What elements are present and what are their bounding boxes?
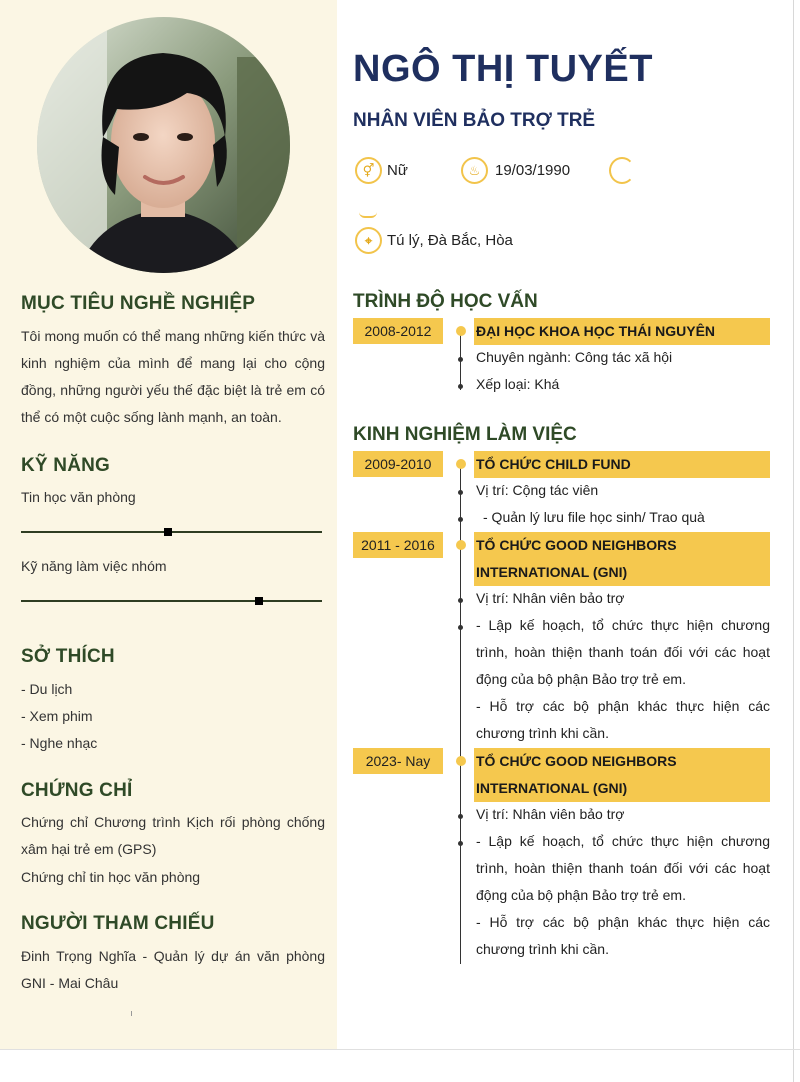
page-border-bottom — [0, 1049, 800, 1050]
phone-icon — [609, 157, 635, 184]
timeline-dot — [456, 459, 466, 469]
education-major: Chuyên ngành: Công tác xã hội — [476, 349, 673, 365]
job-organization: TỔ CHỨC GOOD NEIGHBORS INTERNATIONAL (GNI) — [474, 748, 770, 802]
hobby-item: - Xem phim — [21, 708, 93, 724]
map-pin-icon: ⌖ — [364, 232, 373, 248]
bullet-dot — [458, 384, 463, 389]
objective-heading: MỤC TIÊU NGHỀ NGHIỆP — [21, 293, 256, 314]
references-text: Đinh Trọng Nghĩa - Quản lý dự án văn phòng GNI - Mai Châu — [21, 948, 325, 991]
timeline-dot — [456, 326, 466, 336]
education-grade: Xếp loại: Khá — [476, 376, 560, 392]
objective-text: Tôi mong muốn có thể mang những kiến thức và kinh nghiệm của mình để mang lại cho cộng đồng, những người yếu thế đặc biệt là trẻ em có thể có một cuộc sống lành mạnh, an toàn. — [21, 328, 325, 425]
job-task: - Hỗ trợ các bộ phận khác thực hiện các chương trình khi cần. — [476, 914, 770, 957]
gender-value: Nữ — [387, 162, 408, 179]
timeline-dot — [456, 540, 466, 550]
experience-heading: KINH NGHIỆM LÀM VIỆC — [353, 424, 577, 445]
birthday-value: 19/03/1990 — [495, 162, 571, 179]
job-organization: TỔ CHỨC CHILD FUND — [474, 451, 770, 478]
gender-symbol-icon: ⚥ — [362, 162, 375, 178]
hobby-item: - Du lịch — [21, 681, 73, 697]
gender-icon — [355, 157, 382, 184]
certificates-heading: CHỨNG CHỈ — [21, 780, 133, 801]
job-position: Vị trí: Nhân viên bảo trợ — [476, 590, 625, 606]
school-name: ĐẠI HỌC KHOA HỌC THÁI NGUYÊN — [474, 318, 770, 345]
cake-symbol-icon: ♨ — [468, 162, 481, 178]
job-years: 2011 - 2016 — [353, 532, 443, 558]
skill-bar — [21, 531, 322, 533]
avatar — [37, 17, 290, 273]
certificate-item: Chứng chỉ tin học văn phòng — [21, 869, 201, 885]
job-years: 2023- Nay — [353, 748, 443, 774]
education-years: 2008-2012 — [353, 318, 443, 344]
job-task: - Lập kế hoạch, tổ chức thực hiện chương trình, hoàn thiện thanh toán đối với các hoạt động của bộ phận Bảo trợ trẻ em. — [476, 617, 770, 687]
avatar-photo-icon — [37, 17, 290, 273]
hobby-item: - Nghe nhạc — [21, 735, 98, 751]
bullet-dot — [458, 598, 463, 603]
job-position: Vị trí: Cộng tác viên — [476, 482, 599, 498]
bullet-dot — [458, 625, 463, 630]
bullet-dot — [458, 517, 463, 522]
hobbies-heading: SỞ THÍCH — [21, 646, 115, 667]
education-heading: TRÌNH ĐỘ HỌC VẤN — [353, 291, 538, 312]
job-task: - Hỗ trợ các bộ phận khác thực hiện các chương trình khi cần. — [476, 698, 770, 741]
skill-label: Tin học văn phòng — [21, 489, 136, 505]
certificate-item: Chứng chỉ Chương trình Kịch rối phòng chống xâm hại trẻ em (GPS) — [21, 814, 325, 857]
skill-level-marker — [164, 528, 172, 536]
job-position: Vị trí: Nhân viên bảo trợ — [476, 806, 625, 822]
skill-level-marker — [255, 597, 263, 605]
job-years: 2009-2010 — [353, 451, 443, 477]
text-cursor-mark — [131, 1011, 132, 1016]
skill-bar — [21, 600, 322, 602]
job-title: NHÂN VIÊN BẢO TRỢ TRẺ — [353, 110, 596, 131]
job-organization: TỔ CHỨC GOOD NEIGHBORS INTERNATIONAL (GNI) — [474, 532, 770, 586]
birthday-cake-icon — [461, 157, 488, 184]
experience-timeline — [460, 463, 461, 964]
skill-label: Kỹ năng làm việc nhóm — [21, 558, 167, 574]
bullet-dot — [458, 841, 463, 846]
candidate-name: NGÔ THỊ TUYẾT — [353, 48, 653, 90]
skills-heading: KỸ NĂNG — [21, 455, 111, 476]
job-task: - Quản lý lưu file học sinh/ Trao quà — [483, 509, 705, 525]
bullet-dot — [458, 814, 463, 819]
address-value: Tú lý, Đà Bắc, Hòa — [387, 232, 513, 249]
page-border-right — [793, 0, 794, 1082]
job-task: - Lập kế hoạch, tổ chức thực hiện chương trình, hoàn thiện thanh toán đối với các hoạt động của bộ phận Bảo trợ trẻ em. — [476, 833, 770, 903]
references-heading: NGƯỜI THAM CHIẾU — [21, 913, 215, 934]
email-icon — [359, 212, 377, 218]
location-icon — [355, 227, 382, 254]
bullet-dot — [458, 490, 463, 495]
bullet-dot — [458, 357, 463, 362]
timeline-dot — [456, 756, 466, 766]
